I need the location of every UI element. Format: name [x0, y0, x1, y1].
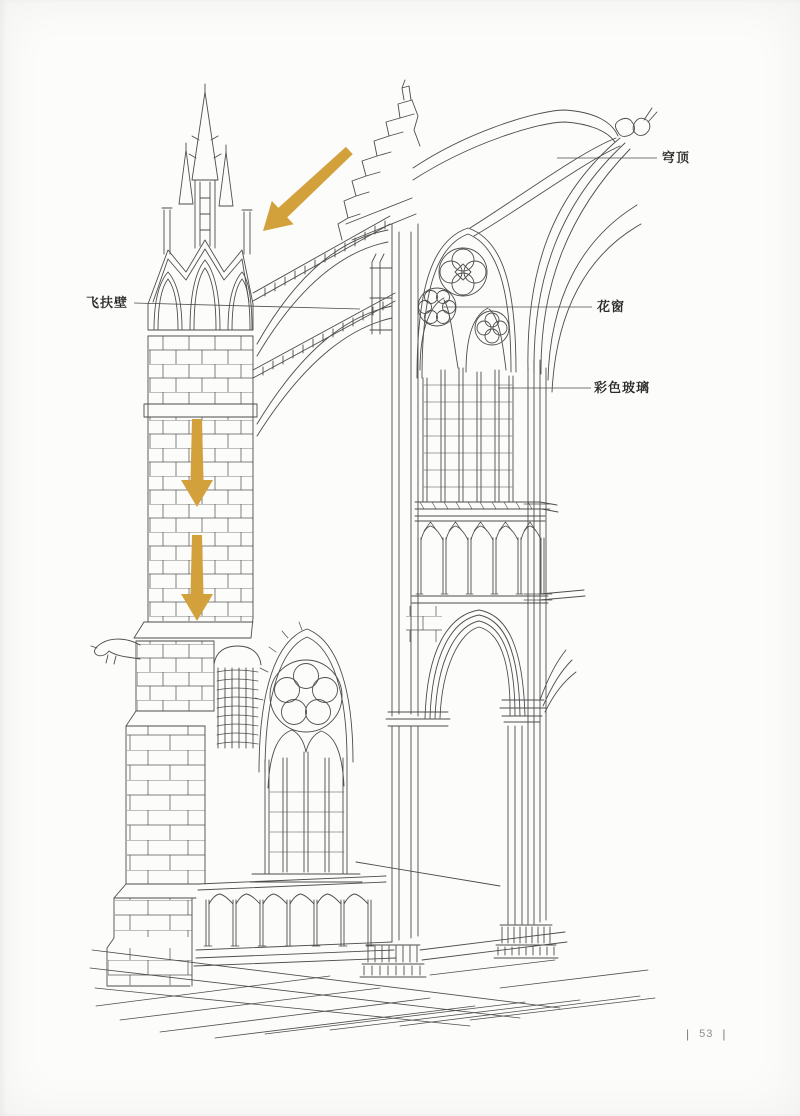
buttress-gables — [148, 240, 253, 336]
pinnacle-spire — [162, 84, 252, 254]
vault-ribs — [413, 108, 657, 392]
springing-bundle — [214, 646, 261, 748]
label-rose-window: 花窗 — [597, 299, 626, 314]
buttress-lower-pier — [107, 641, 214, 986]
thrust-arrow-diagonal-icon — [252, 139, 360, 243]
gargoyle — [91, 639, 140, 664]
page-number-value: 53 — [699, 1028, 714, 1040]
line-drawing — [90, 80, 657, 1038]
nave-arcade — [406, 590, 585, 924]
label-stained-glass: 彩色玻璃 — [594, 380, 651, 395]
clerestory-window — [415, 228, 558, 512]
page-number-left-bar: | — [686, 1027, 691, 1041]
vault-respond-shafts — [524, 360, 552, 924]
page-number — [686, 1027, 727, 1041]
column-bases — [360, 925, 558, 977]
page-number-right-bar: | — [722, 1027, 727, 1041]
label-flying-buttress: 飞扶壁 — [86, 295, 129, 310]
aisle-window — [250, 622, 362, 882]
flying-buttresses — [253, 216, 395, 436]
label-vault: 穹顶 — [662, 150, 691, 165]
leader-flying-buttress — [134, 303, 360, 309]
nave-pier — [370, 224, 450, 942]
dado-arcade — [194, 862, 567, 966]
broken-wall-crest — [338, 80, 420, 240]
